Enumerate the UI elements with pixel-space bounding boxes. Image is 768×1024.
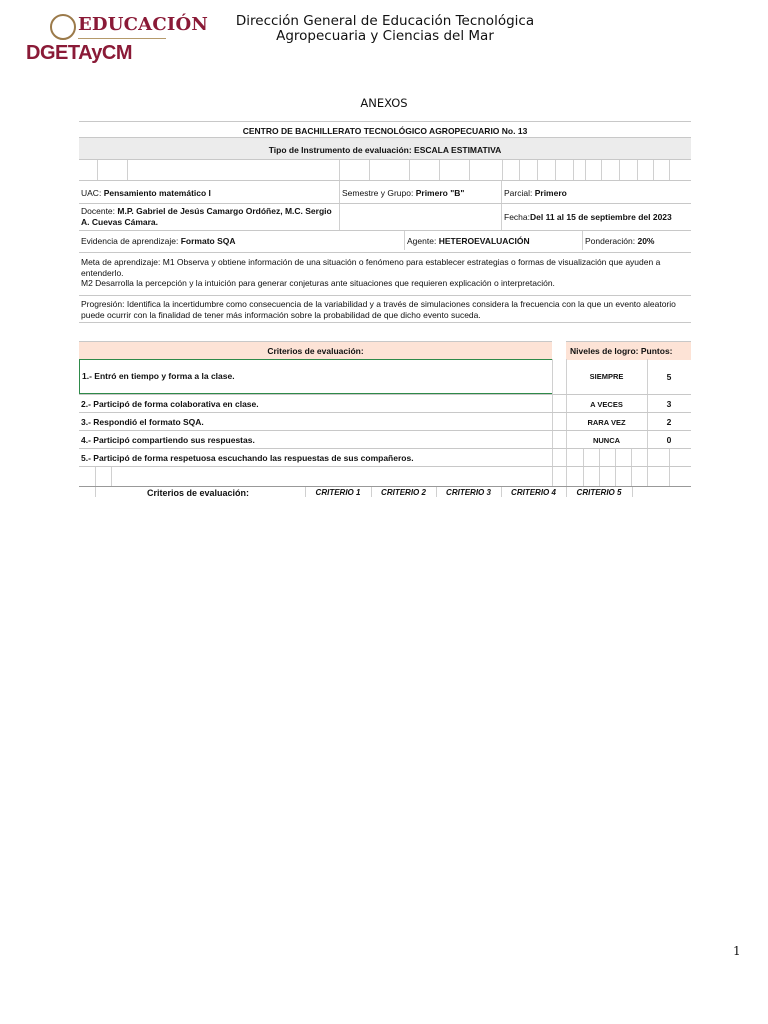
level-name: SIEMPRE	[589, 372, 624, 381]
criterion-row[interactable]	[79, 448, 691, 466]
criterion-2: 2.- Participó de forma colaborativa en clase.	[81, 399, 259, 409]
uac-row	[79, 180, 691, 203]
evidencia-label: Evidencia de aprendizaje:	[81, 236, 179, 246]
header-line-1: Dirección General de Educación Tecnológica	[235, 13, 535, 29]
criterion-row[interactable]	[79, 430, 691, 448]
criterion-4: 4.- Participó compartiendo sus respuestas.	[81, 435, 255, 445]
niveles-header: Niveles de logro:	[570, 346, 639, 356]
criterion-5: 5.- Participó de forma respetuosa escuchando las respuestas de sus compañeros.	[81, 453, 414, 463]
ponderacion-value: 20%	[637, 236, 655, 246]
instrument-row	[79, 137, 691, 159]
instrument-type: Tipo de Instrumento de evaluación: ESCALA ESTIMATIVA	[268, 145, 502, 155]
levels-header-row	[566, 341, 691, 360]
criterio-4-header: CRITERIO 4	[511, 488, 556, 497]
agente-label: Agente:	[407, 236, 437, 246]
dgetaycm-logo	[26, 12, 208, 70]
meta-row	[79, 252, 691, 294]
bottom-criteria-row	[79, 486, 691, 497]
fecha-value: Del 11 al 15 de septiembre del 2023	[530, 212, 672, 222]
level-name: RARA VEZ	[587, 418, 626, 427]
semestre-label: Semestre y Grupo:	[342, 188, 414, 198]
logo-educacion-text: EDUCACIÓN	[78, 14, 208, 35]
criteria-header-row	[79, 341, 552, 360]
progresion-row	[79, 295, 691, 323]
level-points: 2	[666, 417, 672, 427]
school-row	[79, 121, 691, 137]
docente-value: M.P. Gabriel de Jesús Camargo Ordóñez, M.C. Sergio A. Cuevas Cámara.	[81, 206, 332, 227]
anexos-title: ANEXOS	[360, 96, 408, 110]
school-name: CENTRO DE BACHILLERATO TECNOLÓGICO AGROPECUARIO No. 13	[242, 126, 528, 136]
page-number: 1	[733, 944, 741, 958]
agente-value: HETEROEVALUACIÓN	[438, 236, 530, 246]
criterion-row[interactable]	[79, 394, 691, 412]
docente-row	[79, 203, 691, 230]
evidencia-value: Formato SQA	[180, 236, 236, 246]
evidencia-row	[79, 230, 691, 250]
criterio-2-header: CRITERIO 2	[381, 488, 426, 497]
level-name: A VECES	[590, 400, 623, 409]
docente-label: Docente:	[81, 206, 116, 216]
uac-label: UAC:	[81, 188, 102, 198]
criterion-3: 3.- Respondió el formato SQA.	[81, 417, 204, 427]
blank-grid-row	[79, 159, 691, 180]
evaluation-sheet	[79, 121, 691, 497]
criterio-5-header: CRITERIO 5	[576, 488, 622, 497]
level-points: 5	[666, 372, 672, 382]
parcial-label: Parcial:	[504, 188, 533, 198]
national-seal-icon	[50, 14, 76, 40]
header-line-2: Agropecuaria y Ciencias del Mar	[276, 28, 494, 44]
blank-grid-row	[79, 466, 691, 486]
level-points: 3	[666, 399, 672, 409]
criteria-header: Criterios de evaluación:	[267, 346, 364, 356]
criterion-row[interactable]	[79, 412, 691, 430]
criterio-1-header: CRITERIO 1	[315, 488, 361, 497]
level-points: 0	[666, 435, 672, 445]
progresion-text: Progresión: Identifica la incertidumbre como consecuencia de la variabilidad y a través de simulaciones considera la frecuencia con la que un evento aleatorio puede ocurrir con la finalidad de tener más información sobre la probabilidad de que dicho evento suceda.	[81, 299, 676, 320]
logo-divider	[78, 38, 166, 39]
level-name: NUNCA	[592, 436, 621, 445]
criterion-1: 1.- Entró en tiempo y forma a la clase.	[82, 371, 235, 381]
document-header	[180, 14, 590, 44]
meta-2: M2 Desarrolla la percepción y la intuición para generar conjeturas ante situaciones que requieren explicación o interpretación.	[81, 278, 555, 288]
parcial-value: Primero	[534, 188, 567, 198]
fecha-label: Fecha:	[504, 212, 530, 222]
logo-dgetaycm-text: DGETAyCM	[26, 42, 132, 64]
meta-1: Meta de aprendizaje: M1 Observa y obtiene información de una situación o fenómeno para establecer estrategias o formas de visualización que ayuden a entenderlo.	[81, 257, 661, 278]
semestre-value: Primero "B"	[415, 188, 465, 198]
puntos-header: Puntos:	[640, 346, 673, 356]
bottom-criteria-header: Criterios de evaluación:	[147, 488, 250, 497]
uac-value: Pensamiento matemático I	[103, 188, 211, 198]
ponderacion-label: Ponderación:	[585, 236, 636, 246]
criterio-3-header: CRITERIO 3	[446, 488, 491, 497]
criterion-row[interactable]	[79, 359, 553, 394]
